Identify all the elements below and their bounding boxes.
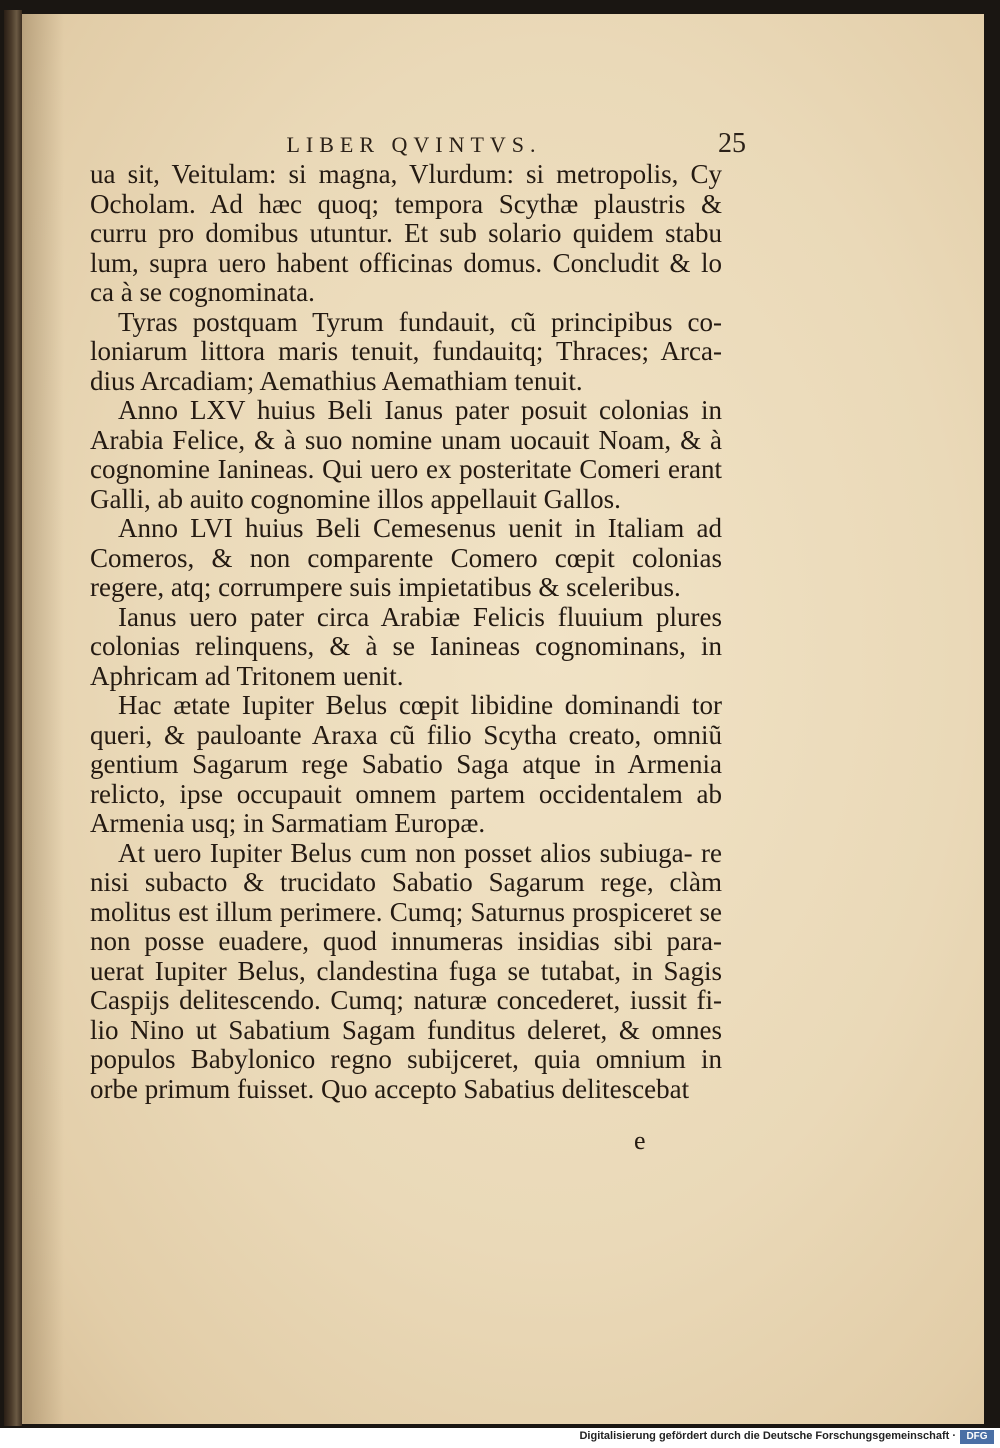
page-number: 25 [718, 128, 746, 159]
paragraph: Ianus uero pater circa Arabiæ Felicis fluuium plures colonias relinquens, & à se Ianineas cognominans, in Aphricam ad Tritonem uenit. [90, 601, 722, 691]
running-head: LIBER QVINTVS. [286, 132, 542, 157]
paragraph: At uero Iupiter Belus cum non posset alios subiuga- re nisi subacto & trucidato Sabatio Sagarum rege, clàm molitus est illum perimere. Cumq; Saturnus prospiceret se non posse euadere, quod innumeras insidias sibi para- uerat Iupiter Belus, clandestina fuga se tutabat, in Sagis Caspijs delitescendo. Cumq; naturæ concederet, iussit fi- lio Nino ut Sabatium Sagam funditus deleret, & omnes populos Babylonico regno subijceret, quia omnium in orbe primum fuisset. Quo accepto Sabatius delitescebat [90, 837, 722, 1104]
signature-mark: e [634, 1126, 646, 1155]
digitization-credit: Digitalisierung gefördert durch die Deutsche Forschungsgemeinschaft · [579, 1430, 956, 1442]
paragraph: Anno LXV huius Beli Ianus pater posuit colonias in Arabia Felice, & à suo nomine unam uocauit Noam, & à cognomine Ianineas. Qui uero ex posteritate Comeri erant Galli, ab auito cognomine illos appellauit Gallos. [90, 395, 722, 514]
body-text [90, 160, 722, 1104]
paragraph: Tyras postquam Tyrum fundauit, cũ principibus co- loniarum littora maris tenuit, fundauitq; Thraces; Arca- dius Arcadiam; Aemathius Aemathiam tenuit. [90, 306, 722, 396]
book-spine-edge [4, 10, 22, 1426]
paragraph: ua sit, Veitulam: si magna, Vlurdum: si metropolis, Cy Ocholam. Ad hæc quoq; tempora Scythæ plaustris & curru pro domibus utuntur. Et sub solario quidem stabu lum, supra uero habent officinas domus. Concludit & lo ca à se cognominata. [90, 159, 722, 307]
book-page [22, 14, 984, 1424]
dfg-logo-icon: DFG [960, 1430, 994, 1444]
paragraph: Hac ætate Iupiter Belus cœpit libidine dominandi tor queri, & pauloante Araxa cũ filio Scytha creato, omniũ gentium Sagarum rege Sabatio Saga atque in Armenia relicto, ipse occupauit omnem partem occidentalem ab Armenia usq; in Sarmatiam Europæ. [90, 690, 722, 838]
paragraph: Anno LVI huius Beli Cemesenus uenit in Italiam ad Comeros, & non comparente Comero cœpit colonias regere, atq; corrumpere suis impietatibus & sceleribus. [90, 513, 722, 602]
